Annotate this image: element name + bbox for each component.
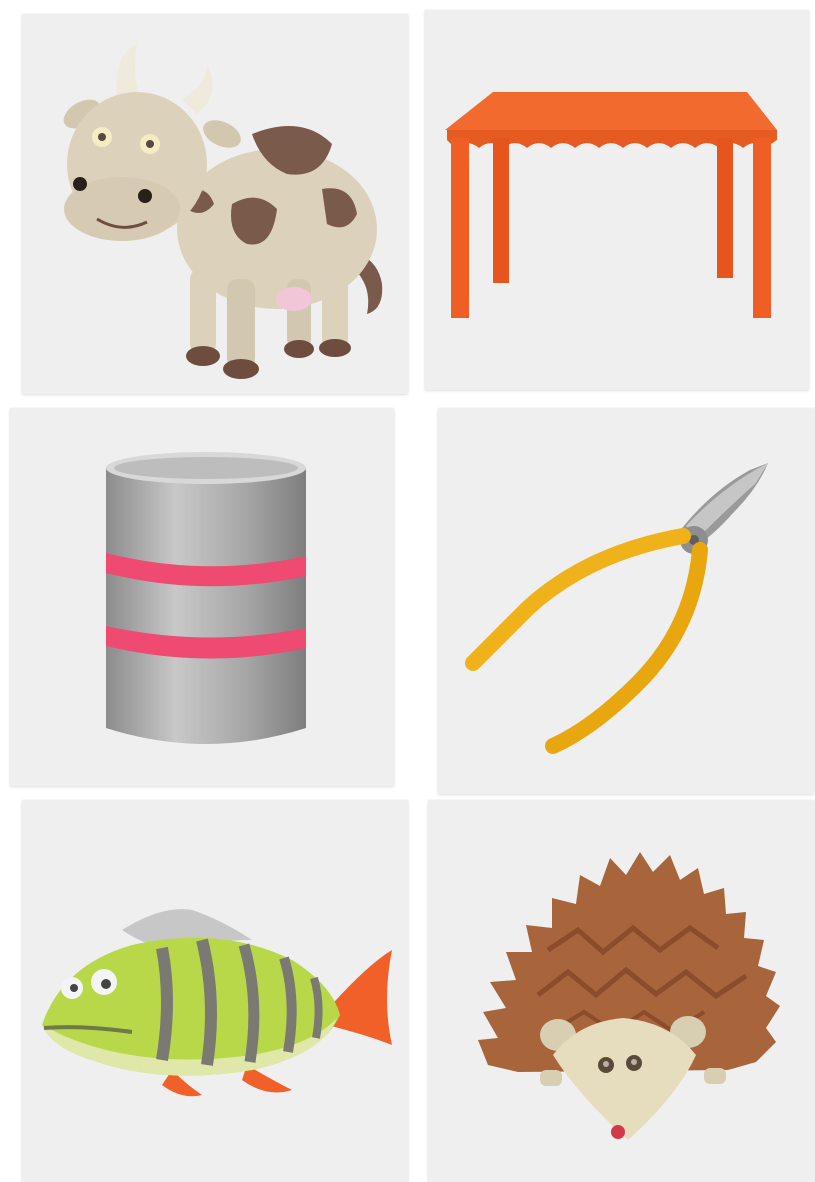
hedgehog-icon (428, 800, 814, 1182)
tin-can-icon (10, 408, 394, 786)
card-can[interactable] (10, 408, 394, 786)
pliers-icon (438, 408, 814, 794)
cow-icon (22, 14, 408, 394)
table-icon (425, 10, 809, 390)
card-cow[interactable] (22, 14, 408, 394)
card-fish[interactable] (22, 800, 408, 1182)
card-table[interactable] (425, 10, 809, 390)
fish-icon (22, 800, 408, 1182)
card-hedgehog[interactable] (428, 800, 814, 1182)
card-pliers[interactable] (438, 408, 814, 794)
